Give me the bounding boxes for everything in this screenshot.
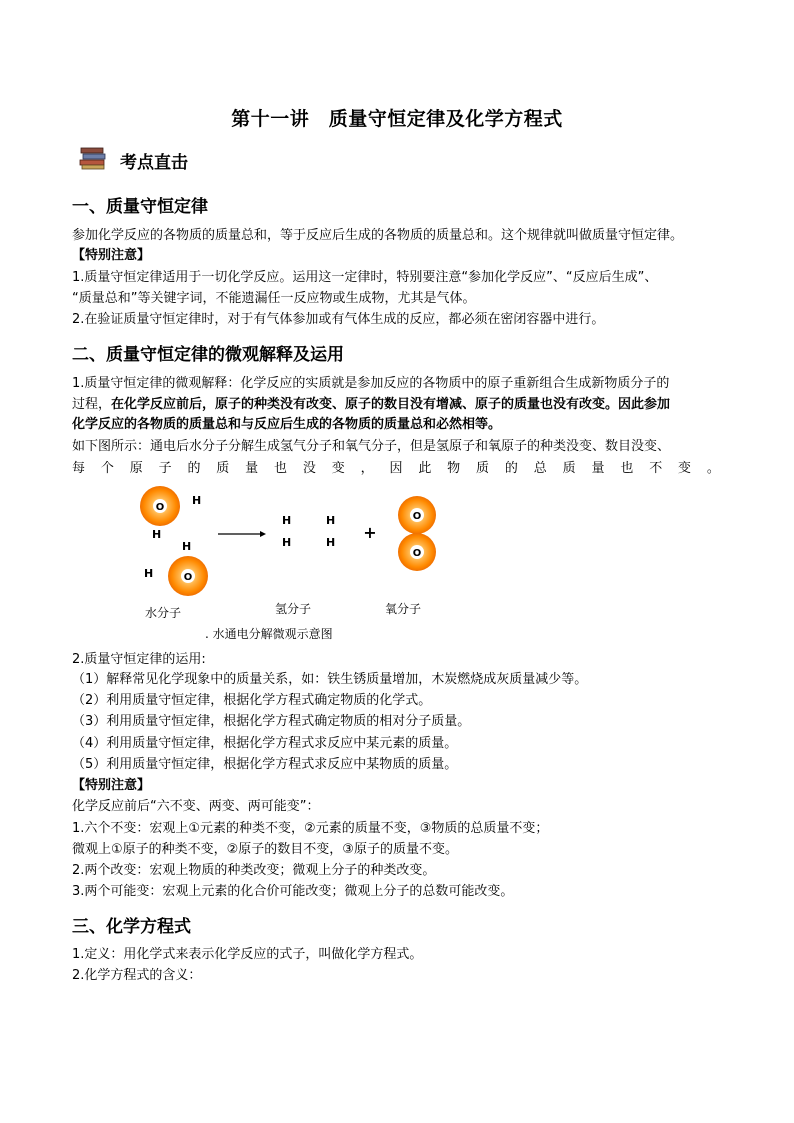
atom-label-H: H — [182, 540, 192, 553]
s2-line-2-bold: 在化学反应前后，原子的种类没有改变、原子的数目没有增减、原子的质量也没有改变。因此参加 — [111, 397, 671, 412]
atom-label-H: H — [192, 494, 202, 507]
s2-note-1b: 微观上①原子的种类不变，②原子的数目不变，③原子的质量不变。 — [72, 842, 458, 857]
s1-note-1a: 1.质量守恒定律适用于一切化学反应。运用这一定律时，特别要注意“参加化学反应”、“反应后生成”、 — [72, 270, 658, 285]
s2-line-5-char: 质 — [562, 461, 576, 476]
s1-paragraph: 参加化学反应的各物质的质量总和，等于反应后生成的各物质的质量总和。这个规律就叫做质量守恒定律。 — [72, 228, 684, 243]
s2-line-5-char: 变 — [331, 461, 345, 476]
page-title: 第十一讲 质量守恒定律及化学方程式 — [231, 108, 563, 130]
s2-line-5-char: 子 — [158, 461, 172, 476]
s2-line-5-char: 总 — [533, 461, 547, 476]
s2-line-5-char: 个 — [100, 461, 114, 476]
s2-usage-4: （4）利用质量守恒定律，根据化学方程式求反应中某元素的质量。 — [72, 736, 458, 751]
s2-line-5 — [72, 459, 720, 479]
atom-label-H: H — [282, 514, 292, 527]
s2-line-5-char: 量 — [245, 461, 259, 476]
s2-line-5-char: ， — [360, 461, 374, 476]
atom-label-O: O — [412, 548, 422, 559]
s2-usage-heading: 2.质量守恒定律的运用: — [72, 652, 206, 667]
s2-line-5-char: 的 — [504, 461, 518, 476]
s2-line-5-char: 。 — [706, 461, 720, 476]
s2-usage-3: （3）利用质量守恒定律，根据化学方程式确定物质的相对分子质量。 — [72, 714, 471, 729]
books-icon — [79, 146, 107, 170]
section-2-heading: 二、质量守恒定律的微观解释及运用 — [72, 345, 344, 365]
s2-line-5-char: 原 — [129, 461, 143, 476]
s2-line-5-char: 此 — [418, 461, 432, 476]
s2-note-3: 3.两个可能变：宏观上元素的化合价可能改变；微观上分子的总数可能改变。 — [72, 884, 514, 899]
s2-line-5-char: 质 — [476, 461, 490, 476]
section-1-heading: 一、质量守恒定律 — [72, 197, 208, 217]
s1-note-2: 2.在验证质量守恒定律时，对于有气体参加或有气体生成的反应，都必须在密闭容器中进行。 — [72, 312, 605, 327]
s2-line-2-plain: 过程， — [72, 397, 112, 412]
reaction-arrow-icon — [218, 531, 266, 537]
s1-note-1b: “质量总和”等关键字词，不能遗漏任一反应物或生成物，尤其是气体。 — [72, 291, 476, 306]
s3-meaning: 2.化学方程式的含义： — [72, 968, 202, 983]
water-electrolysis-figure — [120, 484, 460, 616]
s2-note-1: 1.六个不变：宏观上①元素的种类不变，②元素的质量不变，③物质的总质量不变； — [72, 821, 549, 836]
s2-line-5-char: 没 — [302, 461, 316, 476]
s2-usage-2: （2）利用质量守恒定律，根据化学方程式确定物质的化学式。 — [72, 693, 432, 708]
atom-label-O: O — [183, 572, 193, 583]
s2-note-2: 2.两个改变：宏观上物质的种类改变；微观上分子的种类改变。 — [72, 863, 436, 878]
s2-usage-5: （5）利用质量守恒定律，根据化学方程式求反应中某物质的质量。 — [72, 757, 458, 772]
s2-line-3: 化学反应的各物质的质量总和与反应后生成的各物质的质量总和必然相等。 — [72, 417, 502, 432]
atom-label-H: H — [144, 567, 154, 580]
atom-label-H: H — [282, 536, 292, 549]
s2-line-5-char: 每 — [72, 461, 86, 476]
s3-definition: 1.定义：用化学式来表示化学反应的式子，叫做化学方程式。 — [72, 947, 423, 962]
figure-caption: . 水通电分解微观示意图 — [205, 627, 333, 641]
s2-line-5-char: 物 — [447, 461, 461, 476]
s2-line-5-char: 质 — [216, 461, 230, 476]
s2-line-5-char: 的 — [187, 461, 201, 476]
s2-line-2 — [72, 395, 670, 415]
s1-note-label: 【特别注意】 — [72, 248, 151, 263]
s2-note-label: 【特别注意】 — [72, 778, 151, 793]
s2-line-5-char: 因 — [389, 461, 403, 476]
s2-line-5-char: 也 — [274, 461, 288, 476]
atom-label-H: H — [326, 536, 336, 549]
label-oxygen-molecule: 氧分子 — [385, 602, 422, 616]
s2-usage-1: （1）解释常见化学现象中的质量关系，如：铁生锈质量增加，木炭燃烧成灰质量减少等。 — [72, 672, 588, 687]
atom-label-O: O — [155, 502, 165, 513]
atom-label-O: O — [412, 511, 422, 522]
s2-line-5-char: 不 — [649, 461, 663, 476]
atom-label-H: H — [152, 528, 162, 541]
s2-line-5-char: 量 — [591, 461, 605, 476]
label-water-molecule: 水分子 — [145, 606, 182, 620]
s2-line-5-char: 变 — [678, 461, 692, 476]
water-molecule-2 — [144, 540, 208, 596]
plus-sign: + — [363, 523, 377, 542]
s2-note-intro: 化学反应前后“六不变、两变、两可能变”： — [72, 799, 320, 814]
section-banner: 考点直击 — [120, 153, 188, 173]
s2-line-5-char: 也 — [620, 461, 634, 476]
label-hydrogen-molecule: 氢分子 — [275, 602, 312, 616]
s2-line-4: 如下图所示：通电后水分子分解生成氢气分子和氧气分子，但是氢原子和氧原子的种类没变、数目没变、 — [72, 439, 671, 454]
s2-line-1: 1.质量守恒定律的微观解释：化学反应的实质就是参加反应的各物质中的原子重新组合生成新物质分子的 — [72, 376, 670, 391]
oxygen-molecule — [398, 496, 436, 571]
atom-label-H: H — [326, 514, 336, 527]
section-3-heading: 三、化学方程式 — [72, 917, 191, 937]
water-molecule-1 — [140, 486, 201, 541]
hydrogen-molecules — [282, 514, 335, 549]
